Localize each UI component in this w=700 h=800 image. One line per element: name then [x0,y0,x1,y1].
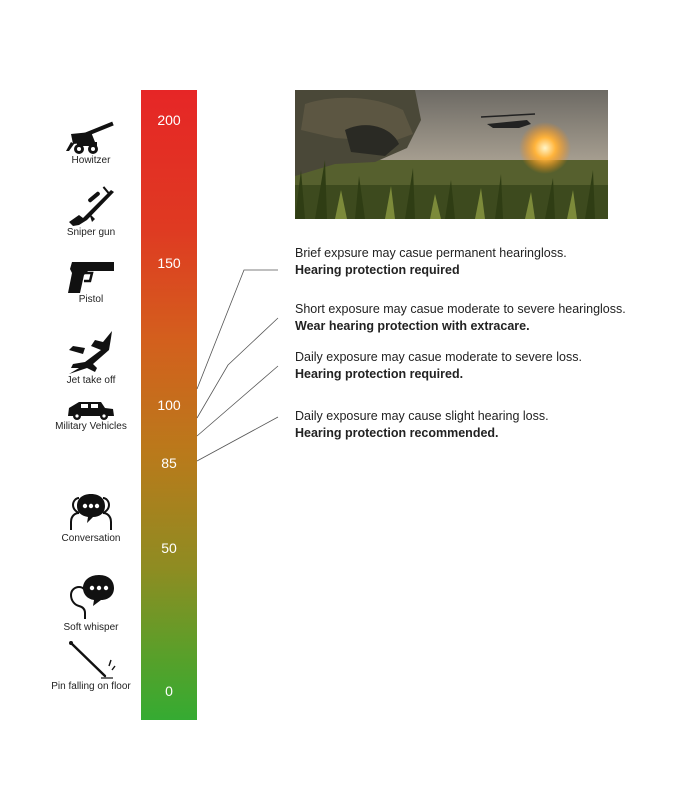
annotation-bold: Wear hearing protection with extracare. [295,319,530,333]
annotation-bold: Hearing protection required [295,263,460,277]
tick-label-50: 50 [161,540,177,556]
source-label: Military Vehicles [55,421,127,432]
annotation-text: Short exposure may casue moderate to severe hearingloss. [295,302,626,316]
tick-label-150: 150 [157,255,181,271]
annotation-bold: Hearing protection required. [295,367,464,381]
source-label: Sniper gun [66,227,116,238]
source-label: Conversation [61,533,121,544]
tick-label-100: 100 [157,397,181,413]
source-label: Pin falling on floor [51,681,131,692]
annotation-daily-slight [295,408,690,442]
source-label: Jet take off [66,375,116,386]
annotation-text: Daily exposure may cause slight hearing loss. [295,409,549,423]
source-label: Pistol [78,294,104,305]
annotation-daily-moderate [295,349,690,383]
source-label: Howitzer [71,155,111,166]
annotation-text: Daily exposure may casue moderate to severe loss. [295,350,582,364]
tick-label-200: 200 [157,112,181,128]
source-label: Soft whisper [63,622,119,633]
annotation-text: Brief expsure may casue permanent hearingloss. [295,246,567,260]
annotation-bold: Hearing protection recommended. [295,426,499,440]
annotation-permanent-loss [295,245,690,279]
annotation-short-exposure [295,301,690,335]
tick-label-0: 0 [165,683,173,699]
tick-label-85: 85 [161,455,177,471]
